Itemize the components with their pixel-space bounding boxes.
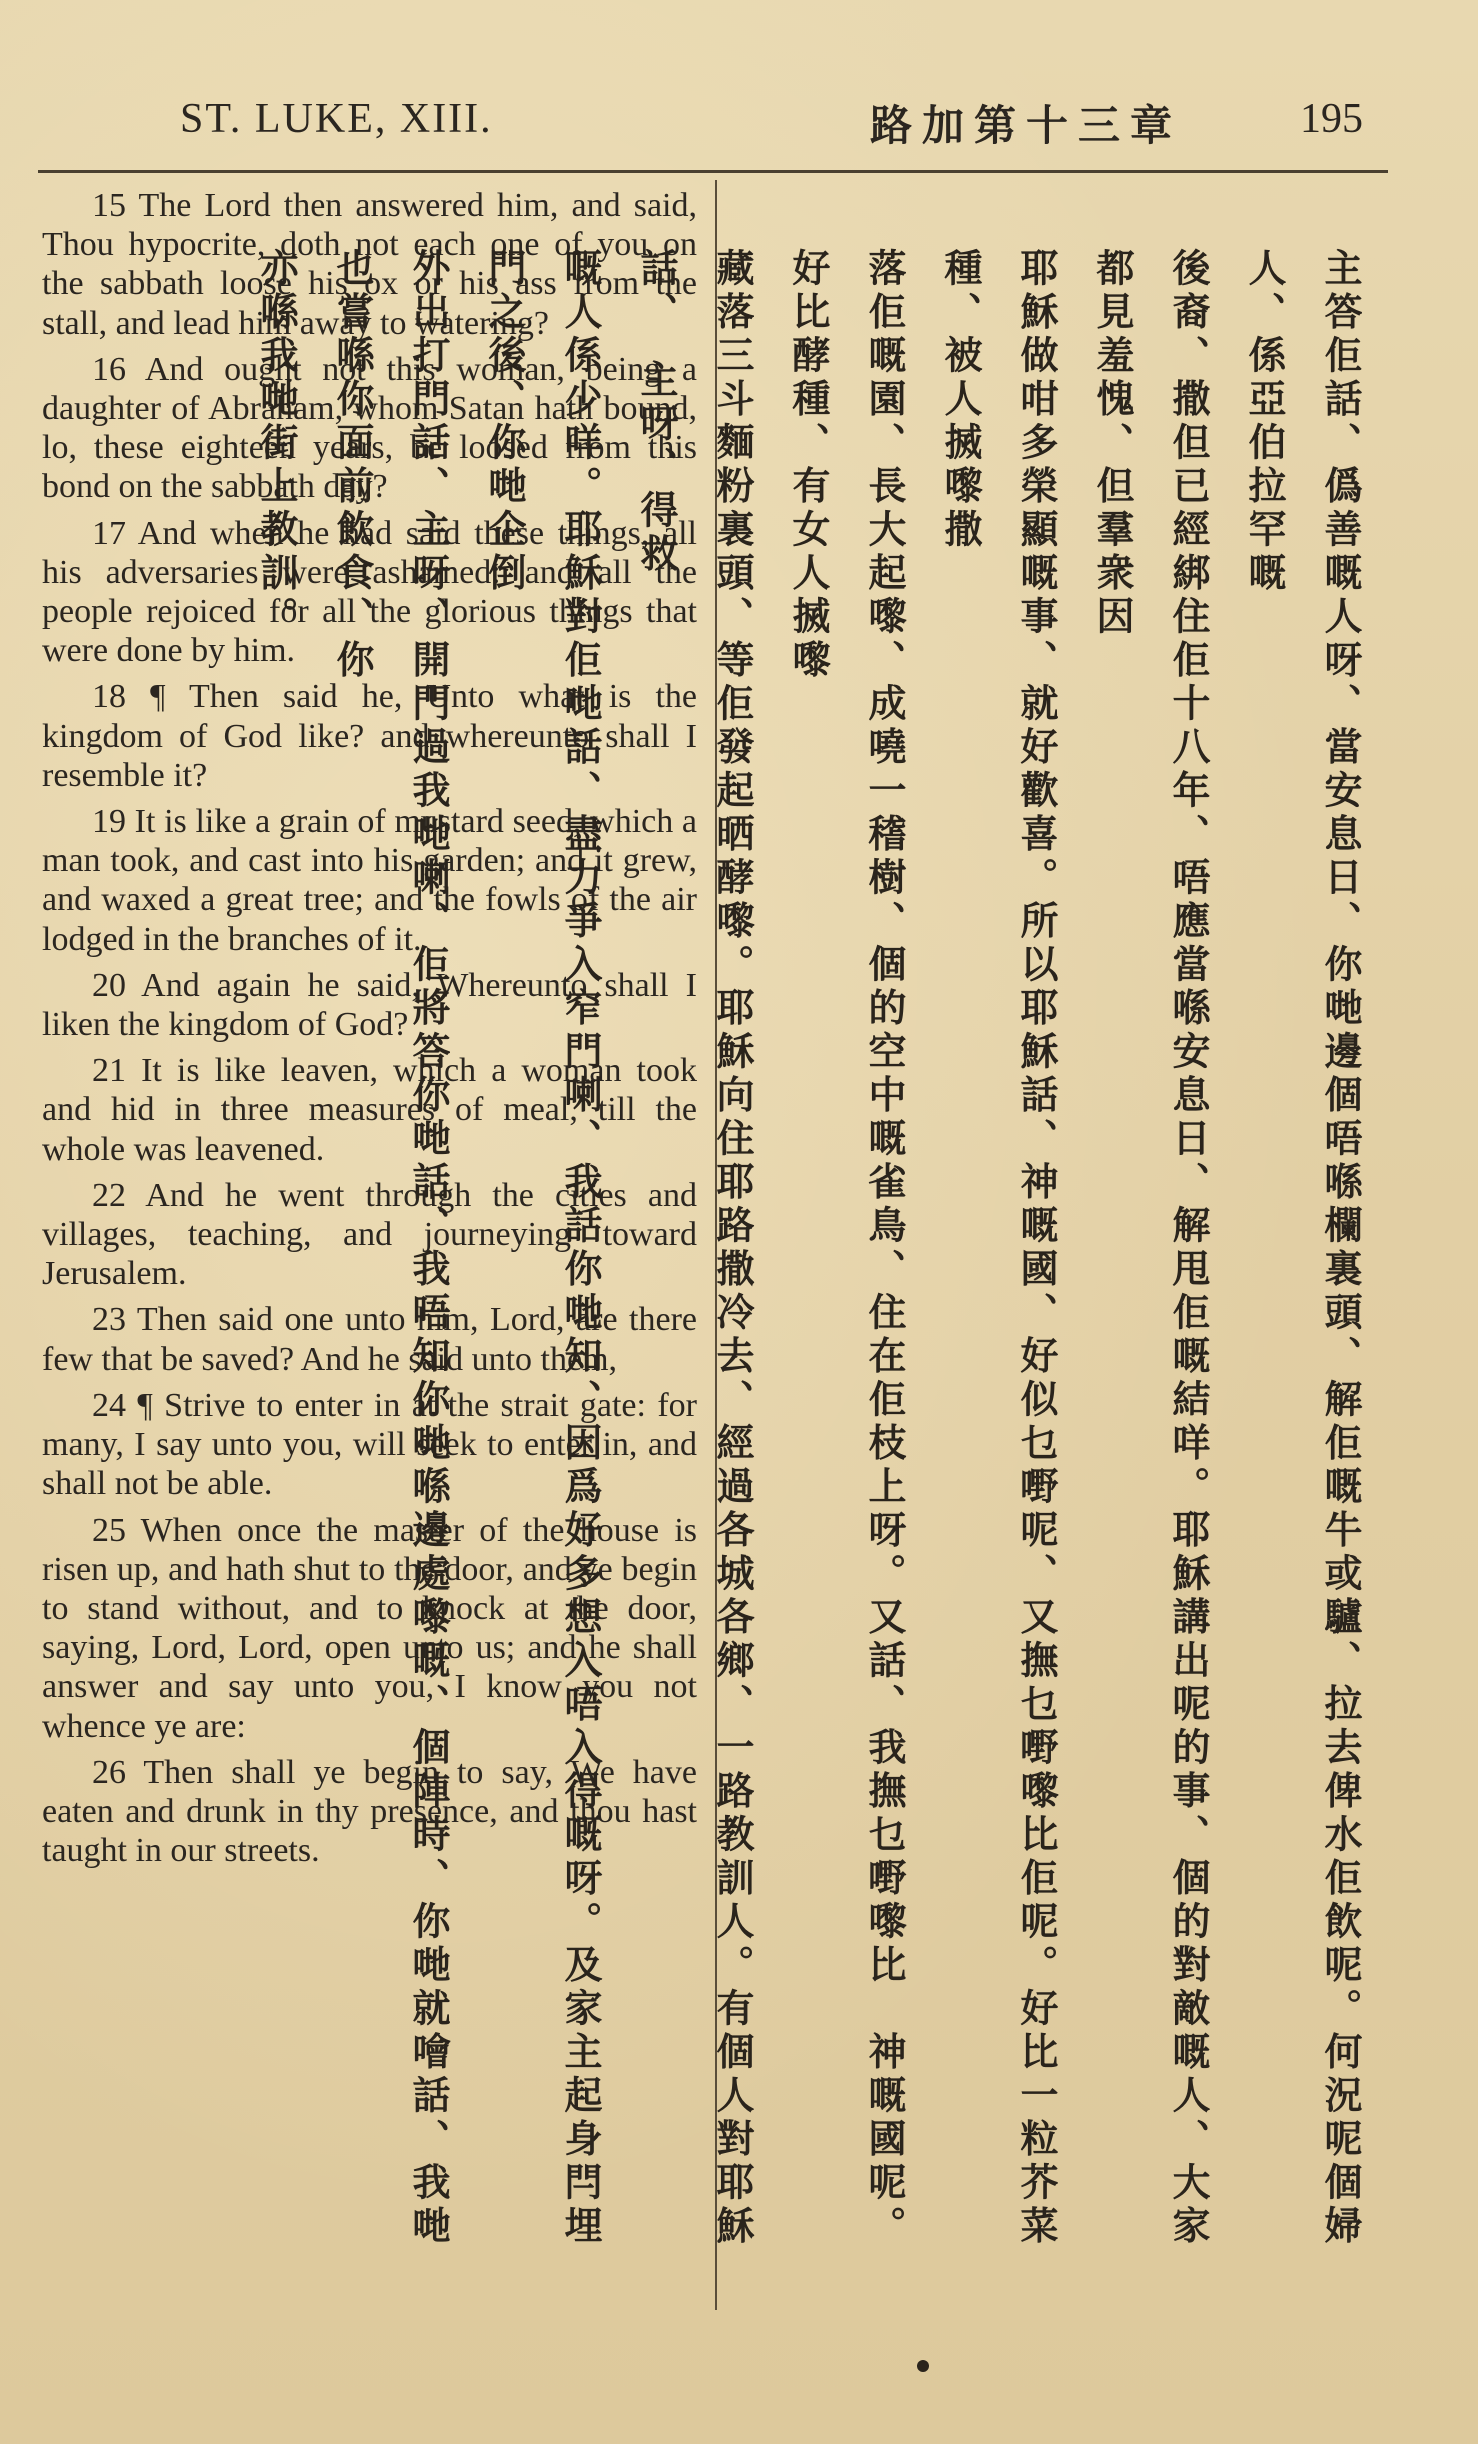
verse-21: 21 It is like leaven, which a woman took and hid in three measures of meal, till the whole was leavened.	[42, 1052, 697, 1168]
page-header	[0, 95, 1478, 155]
chinese-column-7: 外出打門話、主呀、開門過我哋喇、佢將答你哋話、我唔知你哋喺邊處嚟嘅、個陣時、你哋就噲話、我哋也嘗喺你面前飲食、你	[330, 248, 450, 2249]
chinese-column-4: 落佢嘅園、長大起嚟、成嘵一𥡴樹、個的空中嘅雀鳥、住在佢枝上呀。又話、我撫乜嘢嚟比 神嘅國呢。好比酵種、有女人搣嚟	[786, 248, 906, 2249]
chinese-text-column	[238, 248, 1378, 2288]
verse-24: 24 ¶ Strive to enter in at the strait gate: for many, I say unto you, will seek to enter in, and shall not be able.	[42, 1386, 697, 1503]
chinese-column-3: 耶穌做咁多榮顯嘅事、就好歡喜。所以耶穌話、神嘅國、好似乜嘢呢、又撫乜嘢嚟比佢呢。好比一粒芥菜種、被人搣嚟撒	[938, 248, 1058, 2249]
verse-18: 18 ¶ Then said he, Unto what is the kingdom of God like? and whereunto shall I resemble it?	[42, 678, 697, 794]
verse-25: 25 When once the master of the house is risen up, and hath shut to the door, and ye begin to stand without, and to knock at the door, saying, Lord, Lord, open unto us; and he shall answer and say unto you, I know you not whence ye are:	[42, 1511, 697, 1745]
running-title-english: ST. LUKE, XIII.	[180, 96, 493, 142]
chinese-column-5: 藏落三斗麵粉裏頭、等佢發起晒酵嚟。耶穌向住耶路撒冷去、經過各城各鄉、一路教訓人。有個人對耶穌話、 主呀、得救	[634, 248, 754, 2249]
verse-17: 17 And when he had said these things, all his adversaries were ashamed: and all the people rejoiced for all the glorious things that were done by him.	[42, 514, 697, 670]
chinese-column-1: 主答佢話、僞善嘅人呀、當安息日、你哋邊個唔喺欄裏頭、解佢嘅牛或驢、拉去俾水佢飲呢。何況呢個婦人、係亞伯拉罕嘅	[1242, 248, 1362, 2249]
printer-dot-mark	[917, 2360, 929, 2372]
verse-15: 15 The Lord then answered him, and said, Thou hypocrite, doth not each one of you on the sabbath loose his ox or his ass from the stall, and lead him away to watering?	[42, 187, 697, 342]
verse-22: 22 And he went through the cities and villages, teaching, and journeying toward Jerusalem.	[42, 1176, 697, 1293]
verse-20: 20 And again he said, Whereunto shall I liken the kingdom of God?	[42, 966, 697, 1044]
chinese-column-8: 亦喺我哋街上教訓。	[254, 248, 298, 640]
header-rule	[38, 170, 1388, 173]
chinese-column-6: 嘅人係少咩。耶穌對佢哋話、盡力爭入窄門喇、我話你哋知、因爲好多想入唔入得嘅呀。及家主起身閂埋門之後、你哋企倒	[482, 248, 602, 2249]
page-number: 195	[1300, 96, 1363, 142]
running-title-chinese: 路加第十三章	[870, 101, 1183, 150]
verse-16: 16 And ought not this woman, being a daughter of Abraham, whom Satan hath bound, lo, these eighteen years, be loosed from this bond on the sabbath day?	[42, 350, 697, 506]
verse-26: 26 Then shall ye begin to say, We have eaten and drunk in thy presence, and thou hast taught in our streets.	[42, 1753, 697, 1870]
verse-19: 19 It is like a grain of mustard seed, which a man took, and cast into his garden; and it grew, and waxed a great tree; and the fowls of the air lodged in the branches of it.	[42, 803, 697, 958]
chinese-column-2: 後裔、撒但已經綁住佢十八年、唔應當喺安息日、解甩佢嘅結咩。耶穌講出呢的事、個的對敵嘅人、大家都見羞愧、但羣衆因	[1090, 248, 1210, 2249]
verse-23: 23 Then said one unto him, Lord, are there few that be saved? And he said unto them,	[42, 1301, 697, 1378]
